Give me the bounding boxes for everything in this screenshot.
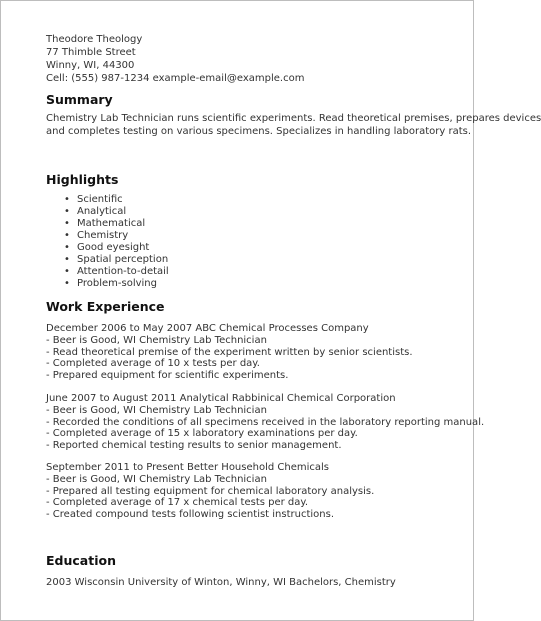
job-line: - Beer is Good, WI Chemistry Lab Technician <box>46 334 267 346</box>
job-line: - Recorded the conditions of all specimens received in the laboratory reporting manual. <box>46 416 485 428</box>
job-line: - Completed average of 17 x chemical tests per day. <box>46 497 309 509</box>
job-entry <box>46 462 374 521</box>
job-line: - Read theoretical premise of the experiment written by senior scientists. <box>46 346 413 358</box>
summary-text <box>46 113 541 138</box>
work-experience-heading: Work Experience <box>46 299 165 314</box>
summary-line: and completes testing on various specimens. Specializes in handling laboratory rats. <box>46 125 472 137</box>
highlight-text: Analytical <box>77 206 127 217</box>
bullet-icon: • <box>64 242 70 253</box>
list-item <box>63 254 169 266</box>
job-line: - Completed average of 10 x tests per day. <box>46 358 260 370</box>
job-header: December 2006 to May 2007 ABC Chemical Processes Company <box>46 323 369 334</box>
summary-heading: Summary <box>46 92 113 107</box>
highlight-text: Problem-solving <box>77 278 157 289</box>
bullet-icon: • <box>64 230 70 241</box>
education-text <box>46 577 466 590</box>
job-line: - Prepared all testing equipment for chemical laboratory analysis. <box>46 485 375 497</box>
job-line: - Beer is Good, WI Chemistry Lab Technician <box>46 404 267 416</box>
contact-block <box>46 33 304 85</box>
list-item <box>63 266 169 278</box>
highlights-list <box>63 194 169 290</box>
bullet-icon: • <box>64 218 70 229</box>
job-line: - Beer is Good, WI Chemistry Lab Technician <box>46 473 267 485</box>
list-item <box>63 242 169 254</box>
education-heading: Education <box>46 553 116 568</box>
contact-city: Winny, WI, 44300 <box>46 60 135 71</box>
bullet-icon: • <box>64 266 70 277</box>
list-item <box>63 206 169 218</box>
summary-line: Chemistry Lab Technician runs scientific experiments. Read theoretical premises, prepares devices <box>46 113 541 124</box>
highlight-text: Mathematical <box>77 218 146 229</box>
bullet-icon: • <box>64 278 70 289</box>
job-header: September 2011 to Present Better Household Chemicals <box>46 462 329 473</box>
highlight-text: Attention-to-detail <box>77 266 169 277</box>
highlight-text: Scientific <box>77 194 123 205</box>
list-item <box>63 218 169 230</box>
contact-cell-email: Cell: (555) 987-1234 example-email@example.com <box>46 73 305 84</box>
highlight-text: Spatial perception <box>77 254 169 265</box>
job-entry <box>46 393 484 452</box>
contact-name: Theodore Theology <box>46 34 143 45</box>
bullet-icon: • <box>64 194 70 205</box>
list-item <box>63 278 169 290</box>
education-line: 2003 Wisconsin University of Winton, Winny, WI Bachelors, Chemistry <box>46 577 396 588</box>
list-item <box>63 194 169 206</box>
job-line: - Prepared equipment for scientific experiments. <box>46 370 289 382</box>
job-line: - Created compound tests following scientist instructions. <box>46 509 335 521</box>
highlight-text: Good eyesight <box>77 242 150 253</box>
highlight-text: Chemistry <box>77 230 129 241</box>
job-line: - Completed average of 15 x laboratory examinations per day. <box>46 428 358 440</box>
job-line: - Reported chemical testing results to senior management. <box>46 440 342 452</box>
bullet-icon: • <box>64 206 70 217</box>
bullet-icon: • <box>64 254 70 265</box>
contact-street: 77 Thimble Street <box>46 47 136 58</box>
job-entry <box>46 323 413 382</box>
list-item <box>63 230 169 242</box>
highlights-heading: Highlights <box>46 172 119 187</box>
job-header: June 2007 to August 2011 Analytical Rabbinical Chemical Corporation <box>46 393 396 404</box>
